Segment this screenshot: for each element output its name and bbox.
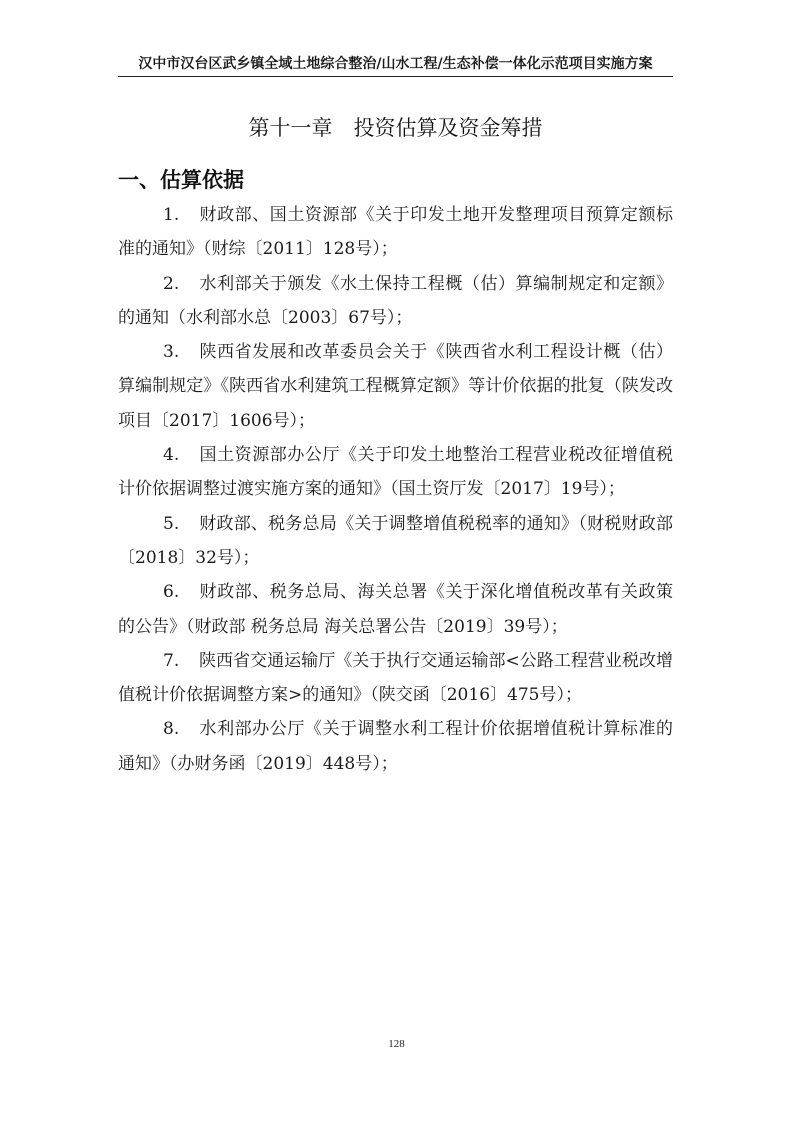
item-number: 1. bbox=[163, 205, 180, 225]
item-number: 3. bbox=[163, 342, 180, 363]
item-number: 6. bbox=[163, 582, 180, 603]
item-text: 财政部、税务总局、海关总署《关于深化增值税改革有关政策的公告》（财政部 税务总局 海关总署公告〔2019〕39号）； bbox=[118, 582, 673, 637]
item-text: 财政部、税务总局《关于调整增值税税率的通知》（财税财政部〔2018〕32号）； bbox=[118, 513, 673, 568]
list-item bbox=[118, 712, 673, 781]
item-number: 4. bbox=[163, 445, 180, 466]
item-number: 8. bbox=[163, 719, 180, 740]
list-item bbox=[118, 507, 673, 576]
page-number: 128 bbox=[388, 1038, 405, 1050]
chapter-title: 第十一章 投资估算及资金筹措 bbox=[248, 116, 543, 140]
list-item bbox=[118, 198, 673, 267]
running-header: 汉中市汉台区武乡镇全域土地综合整治/山水工程/生态补偿一体化示范项目实施方案 bbox=[138, 56, 653, 72]
item-number: 7. bbox=[163, 650, 180, 671]
item-text: 陕西省发展和改革委员会关于《陕西省水利工程设计概（估）算编制规定》《陕西省水利建筑工程概算定额》等计价依据的批复（陕发改项目〔2017〕1606号）； bbox=[118, 342, 673, 431]
item-number: 2. bbox=[163, 273, 180, 294]
item-text: 水利部办公厅《关于调整水利工程计价依据增值税计算标准的通知》（办财务函〔2019〕448号）； bbox=[118, 719, 673, 774]
section-heading: 一、估算依据 bbox=[118, 168, 244, 192]
list-item bbox=[118, 575, 673, 644]
header-divider bbox=[118, 76, 673, 77]
list-item bbox=[118, 438, 673, 507]
list-item bbox=[118, 267, 673, 336]
item-text: 水利部关于颁发《水土保持工程概（估）算编制规定和定额》的通知（水利部水总〔2003〕67号）； bbox=[118, 273, 673, 328]
basis-list bbox=[118, 198, 673, 781]
item-number: 5. bbox=[163, 513, 180, 534]
item-text: 国土资源部办公厅《关于印发土地整治工程营业税改征增值税计价依据调整过渡实施方案的通知》（国土资厅发〔2017〕19号）； bbox=[118, 445, 673, 500]
item-text: 陕西省交通运输厅《关于执行交通运输部<公路工程营业税改增值税计价依据调整方案>的通知》（陕交函〔2016〕475号）； bbox=[118, 650, 673, 706]
item-text: 财政部、国土资源部《关于印发土地开发整理项目预算定额标准的通知》（财综〔2011〕128号）； bbox=[118, 205, 673, 260]
list-item bbox=[118, 335, 673, 438]
list-item bbox=[118, 644, 673, 713]
